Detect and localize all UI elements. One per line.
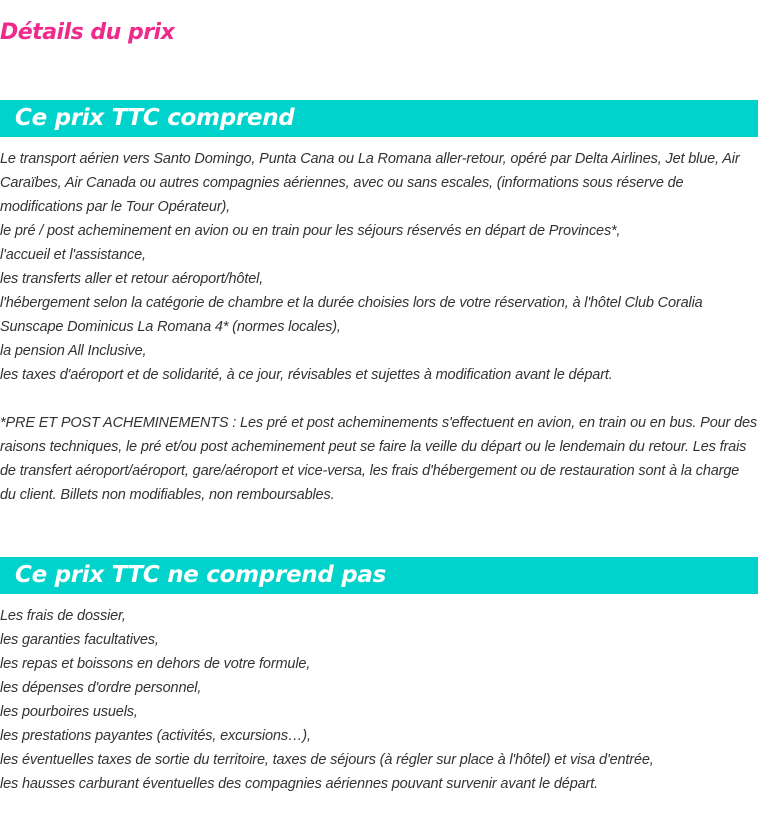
excluded-item-file-fees: Les frais de dossier, [0, 608, 126, 624]
included-heading: Ce prix TTC comprend [15, 105, 295, 131]
excluded-item-tips: les pourboires usuels, [0, 704, 138, 720]
included-item-transfers: les transferts aller et retour aéroport/hôtel, [0, 271, 264, 287]
included-list [0, 147, 758, 387]
included-item-welcome-assistance: l'accueil et l'assistance, [0, 247, 146, 263]
included-section-header [0, 100, 758, 137]
excluded-item-meals-drinks: les repas et boissons en dehors de votre formule, [0, 656, 311, 672]
pre-post-note: *PRE ET POST ACHEMINEMENTS : Les pré et post acheminements s'effectuent en avion, en train ou en bus. Pour des raisons techniques, le pré et/ou post acheminement peut se faire la veille du départ ou le lendemain du retour. Les frais de transfert aéroport/aéroport, gare/aéroport et vice-versa, les frais d'hébergement ou de restauration sont à la charge du client. Billets non modifiables, non remboursables. [0, 415, 758, 503]
excluded-item-fuel-increase: les hausses carburant éventuelles des compagnies aériennes pouvant survenir avant le départ. [0, 776, 598, 792]
excluded-item-exit-taxes: les éventuelles taxes de sortie du territoire, taxes de séjours (à régler sur place à l'hôtel) et visa d'entrée, [0, 752, 654, 768]
included-item-pre-post-transport: le pré / post acheminement en avion ou en train pour les séjours réservés en départ de Provinces*, [0, 223, 621, 239]
excluded-list [0, 604, 758, 796]
excluded-section-header [0, 557, 758, 594]
page-title: Détails du prix [0, 20, 175, 45]
excluded-item-personal-expenses: les dépenses d'ordre personnel, [0, 680, 202, 696]
excluded-heading: Ce prix TTC ne comprend pas [15, 562, 387, 588]
included-item-air-transport: Le transport aérien vers Santo Domingo, Punta Cana ou La Romana aller-retour, opéré par Delta Airlines, Jet blue, Air Caraïbes, Air Canada ou autres compagnies aériennes, avec ou sans escales, (informations sous réserve de modifications par le Tour Opérateur), [0, 151, 740, 215]
included-item-board: la pension All Inclusive, [0, 343, 147, 359]
included-item-taxes: les taxes d'aéroport et de solidarité, à ce jour, révisables et sujettes à modification avant le départ. [0, 367, 613, 383]
included-item-accommodation: l'hébergement selon la catégorie de chambre et la durée choisies lors de votre réservation, à l'hôtel Club Coralia Sunscape Dominicus La Romana 4* (normes locales), [0, 295, 703, 335]
excluded-item-paid-services: les prestations payantes (activités, excursions…), [0, 728, 311, 744]
excluded-item-optional-insurance: les garanties facultatives, [0, 632, 159, 648]
